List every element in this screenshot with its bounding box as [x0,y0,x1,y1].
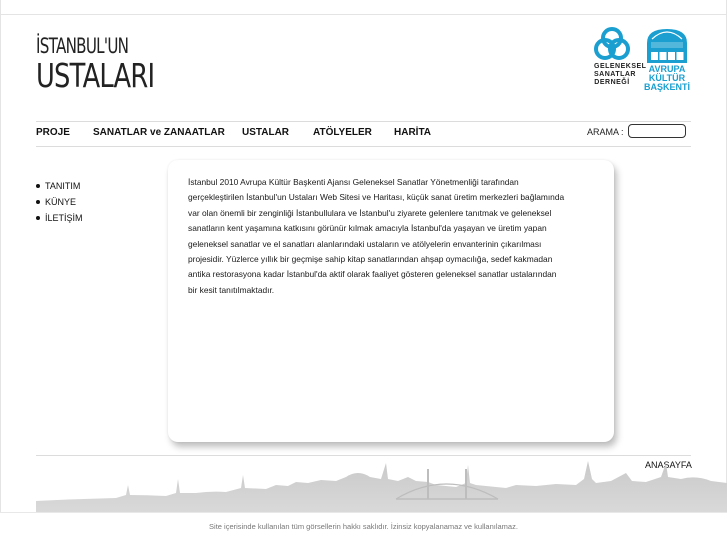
main-navigation [36,121,691,147]
sidebar-item-label: KÜNYE [45,197,77,207]
intro-text-line: sanatların kent yaşamına katkısını görünür kılmak amacıyla İstanbul'da yaşayan ve üretim yapan [188,223,547,234]
site-logo[interactable] [36,34,155,95]
bullet-icon [36,216,40,220]
search-label: ARAMA : [587,127,624,137]
culture-capital-line: KÜLTÜR [648,73,686,83]
istanbul-2010-emblem-icon [643,27,691,65]
logo-line-1: İSTANBUL'UN [36,34,129,58]
nav-item-ustalar[interactable]: USTALAR [242,127,290,138]
culture-capital-name [643,65,691,92]
top-divider [0,14,727,15]
sidebar-item-tanitim[interactable] [36,178,146,194]
intro-text-line: bir kesit tanıtılmaktadır. [188,284,275,295]
culture-capital-logo[interactable] [643,27,691,97]
nav-item-atolyeler[interactable]: ATÖLYELER [313,127,372,138]
sidebar-menu [36,178,146,226]
intro-text-line: projesidir. Yüzlerce yıllık bir geçmişe sahip kitap sanatlarından ahşap oymacılığa, sedef kakmadan [188,254,553,265]
association-logo[interactable] [592,27,647,97]
sidebar-item-label: TANITIM [45,181,81,191]
copyright-notice: Site içerisinde kullanılan tüm görsellerin hakkı saklıdır. İzinsiz kopyalanamaz ve kullanılamaz. [209,522,518,531]
intro-text-line: antika restorasyona kadar İstanbul'da aktif olarak faaliyet gösteren geleneksel sanatlar ustalarından [188,269,557,280]
intro-text [188,175,613,298]
nav-item-harita[interactable]: HARİTA [394,127,432,138]
intro-text-line: gerçekleştirilen İstanbul'un Ustaları Web Sitesi ve Haritası, küçük sanat üretim merkezleri bağlamında [188,192,565,203]
bullet-icon [36,184,40,188]
culture-capital-line: BAŞKENTİ [643,82,690,92]
sidebar-item-label: İLETİŞİM [45,213,83,223]
search-input[interactable] [628,124,686,138]
trefoil-emblem-icon [592,27,632,61]
content-panel [168,160,614,442]
bullet-icon [36,200,40,204]
logo-line-2: USTALARI [36,56,155,95]
intro-text-line: İstanbul 2010 Avrupa Kültür Başkenti Ajansı Geleneksel Sanatlar Yönetmenliği tarafından [188,177,519,187]
intro-text-line: geleneksel sanatlar ve el sanatları alanlarındaki ustaların ve atölyelerin envanterinin çıkarılması [188,238,542,249]
nav-item-proje[interactable]: PROJE [36,127,70,138]
association-name-line: GELENEKSEL [594,63,647,70]
association-name [594,63,647,87]
sidebar-item-iletisim[interactable] [36,210,146,226]
home-link[interactable]: ANASAYFA [645,460,692,470]
istanbul-skyline-illustration [36,455,727,512]
association-name-line: DERNEĞİ [594,79,630,86]
nav-item-sanatlar-zanaatlar[interactable]: SANATLAR ve ZANAATLAR [93,127,225,138]
culture-capital-line: AVRUPA [648,64,686,74]
intro-text-line: var olan önemli bir zenginliği İstanbullulara ve İstanbul'u ziyarete gelenlere tanıtmak ve geleneksel [188,207,552,218]
sidebar-item-kunye[interactable] [36,194,146,210]
association-name-line: SANATLAR [594,71,636,78]
